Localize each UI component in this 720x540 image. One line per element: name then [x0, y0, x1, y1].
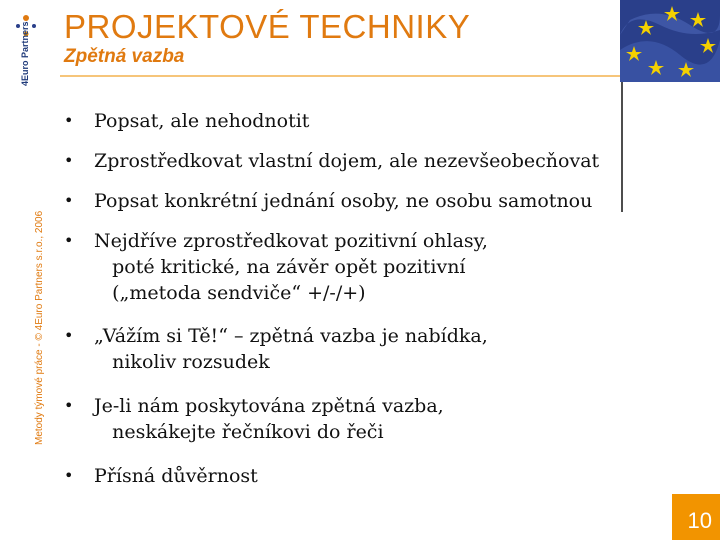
company-logo-icon	[4, 6, 48, 90]
eu-flag-icon	[620, 0, 720, 82]
list-item-text: Zprostředkovat vlastní dojem, ale nezevšeobecňovat	[94, 150, 600, 172]
page-title: PROJEKTOVÉ TECHNIKY	[64, 8, 471, 45]
list-item	[64, 393, 444, 445]
bullet-marker: •	[64, 231, 74, 250]
vertical-divider	[621, 82, 623, 212]
page-number-box	[672, 494, 720, 540]
list-item-text: Popsat konkrétní jednání osoby, ne osobu samotnou	[94, 190, 593, 212]
list-item-text: Popsat, ale nehodnotit	[94, 110, 310, 132]
list-item-text: „Vážím si Tě!“ – zpětná vazba je nabídka, nikoliv rozsudek	[94, 325, 488, 373]
list-item	[64, 108, 309, 134]
svg-text:4Euro Partners: 4Euro Partners	[20, 21, 30, 86]
list-item-text: Nejdříve zprostředkovat pozitivní ohlasy, poté kritické, na závěr opět pozitivní („metoda sendviče“ +/-/+)	[94, 230, 488, 304]
page-number: 10	[687, 508, 712, 533]
bullet-marker: •	[64, 111, 74, 130]
list-item	[64, 323, 488, 375]
list-item-text: Přísná důvěrnost	[94, 465, 258, 487]
list-item	[64, 463, 258, 489]
list-item	[64, 228, 488, 306]
bullet-marker: •	[64, 191, 74, 210]
list-item	[64, 188, 592, 214]
vertical-copyright: Metody týmové práce - © 4Euro Partners s.r.o., 2006	[34, 210, 45, 445]
left-sidebar	[0, 0, 54, 540]
bullet-marker: •	[64, 396, 74, 415]
bullet-marker: •	[64, 326, 74, 345]
page-subtitle: Zpětná vazba	[64, 46, 185, 67]
list-item-text: Je-li nám poskytována zpětná vazba, neskákejte řečníkovi do řeči	[94, 395, 444, 443]
header-divider	[60, 75, 620, 77]
list-item	[64, 148, 599, 174]
bullet-marker: •	[64, 151, 74, 170]
bullet-marker: •	[64, 466, 74, 485]
